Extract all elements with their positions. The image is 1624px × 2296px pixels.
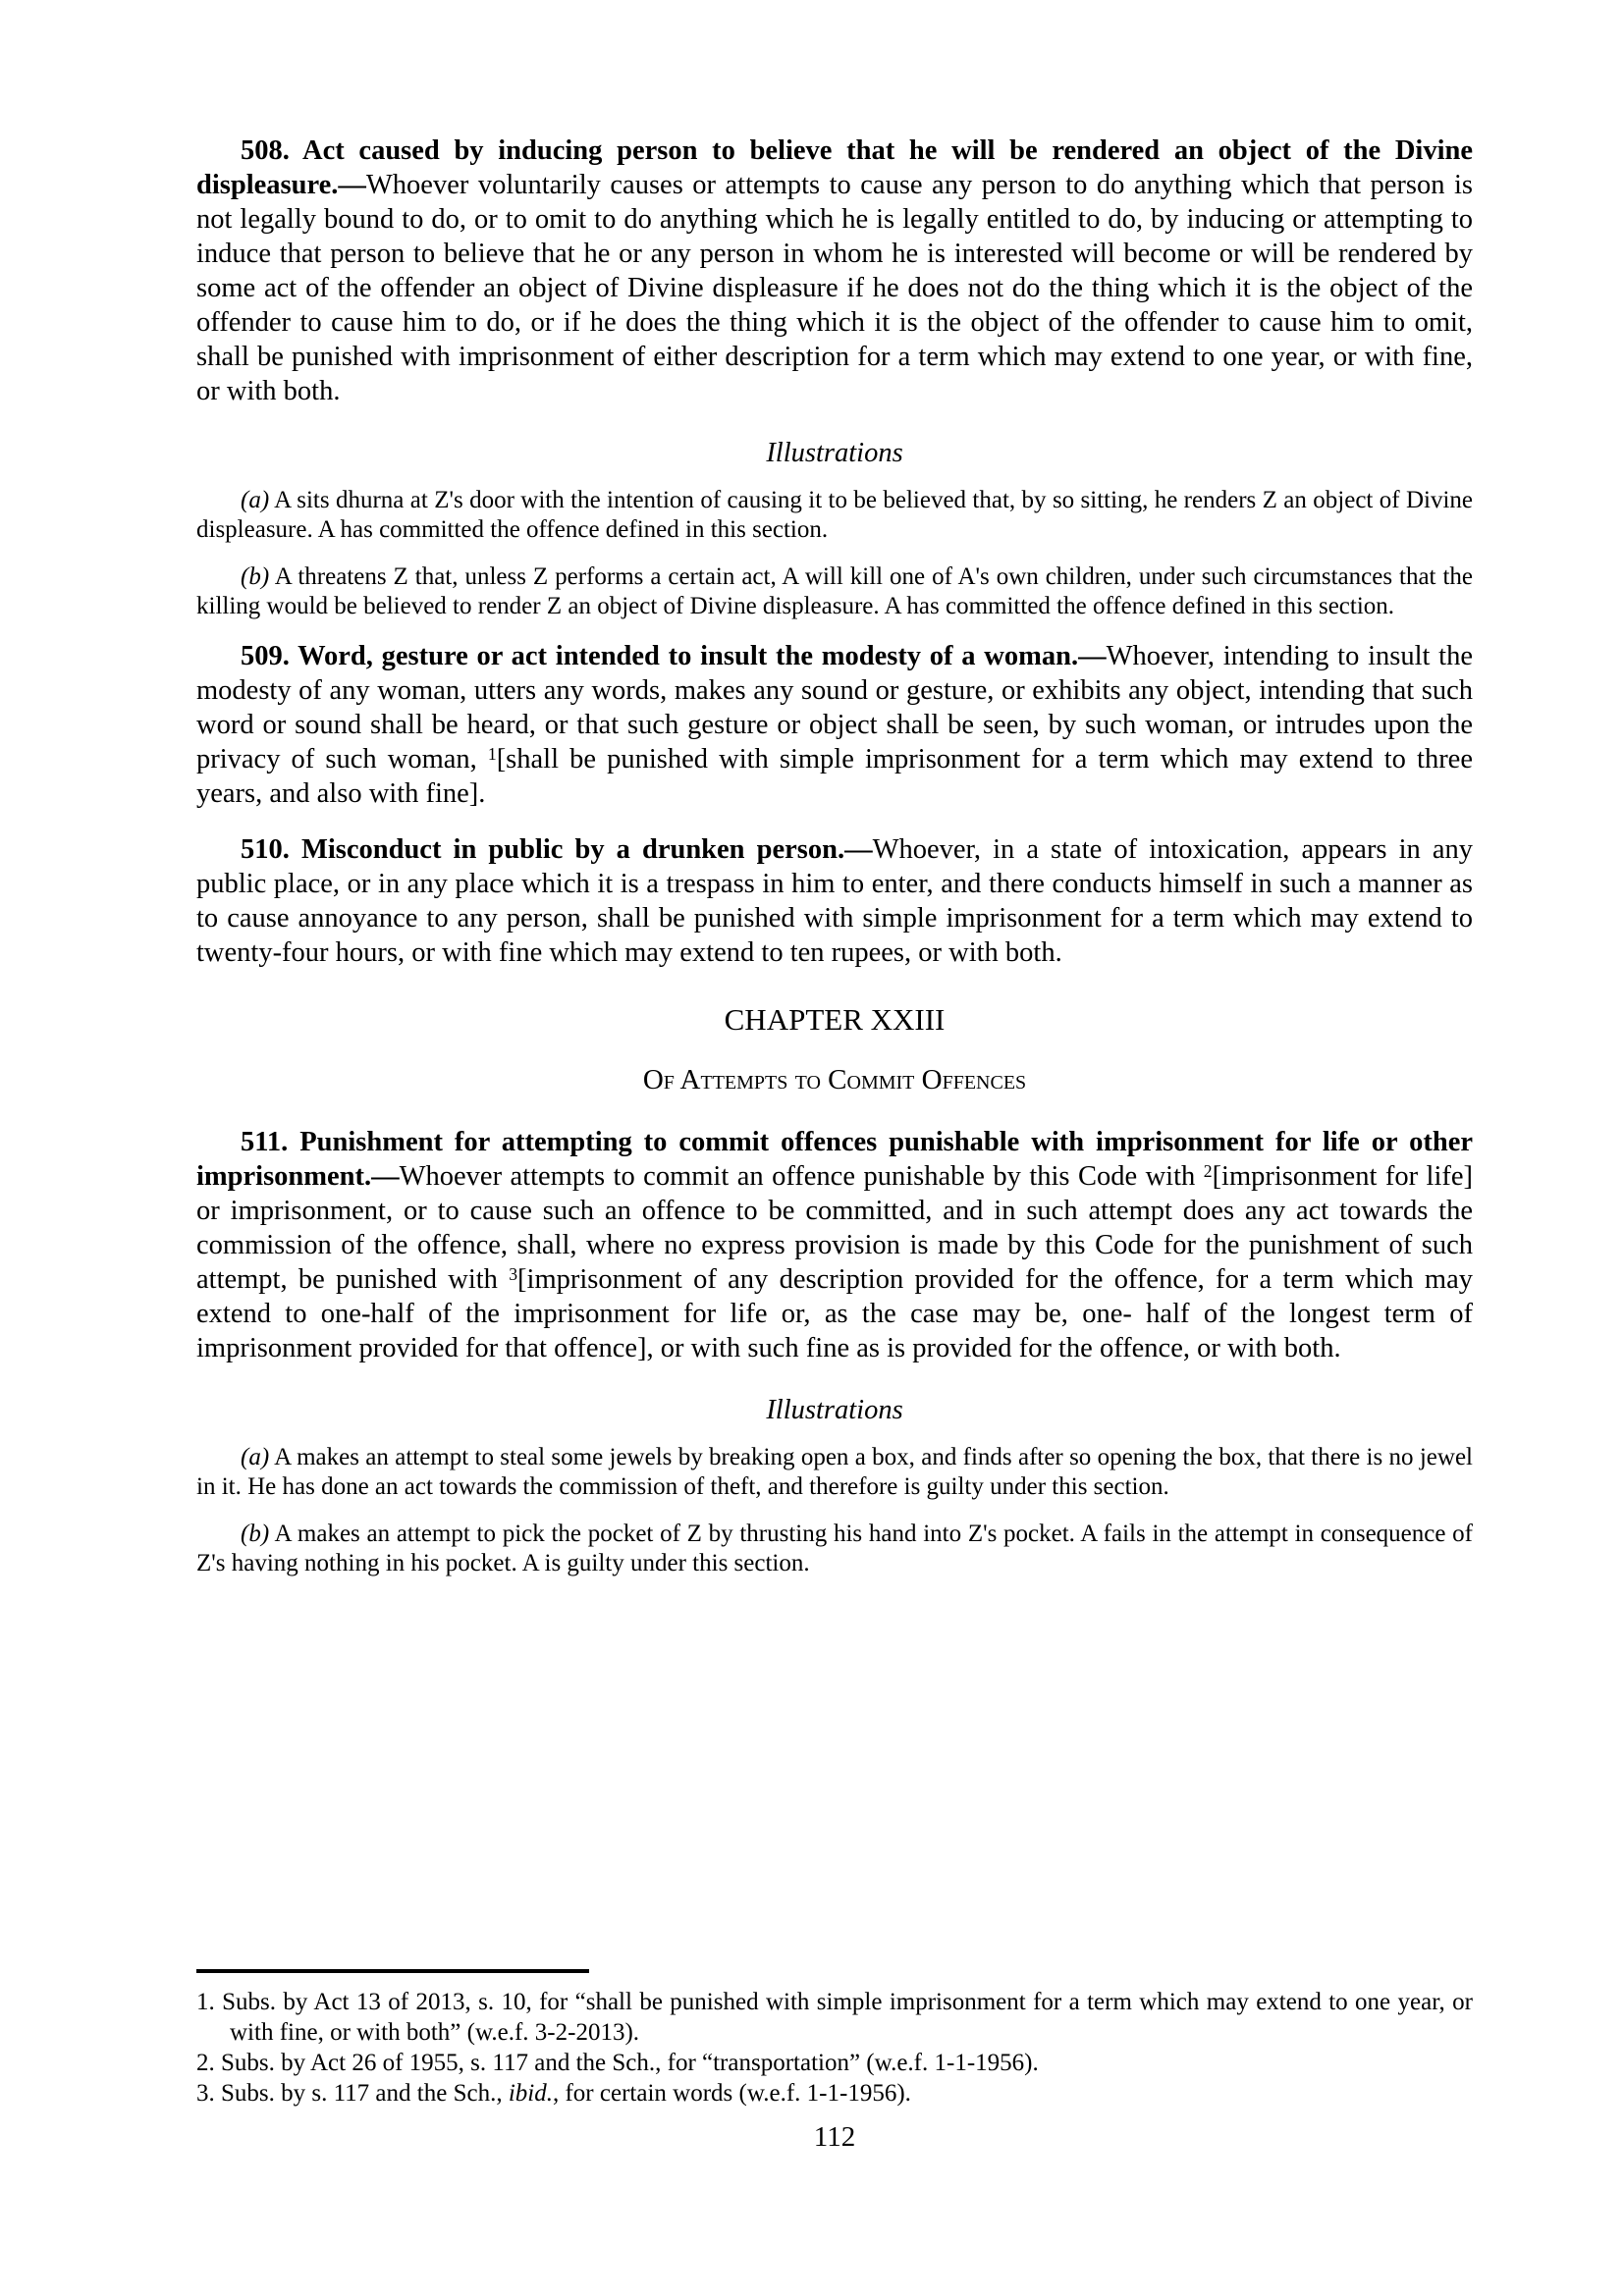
illustrations-heading-508: Illustrations bbox=[766, 438, 903, 468]
footnote-text: Subs. by Act 13 of 2013, s. 10, for “shall be punished with simple imprisonment for a term which may extend to one year, or with fine, or with both” (w.e.f. 3-2-2013). bbox=[222, 1989, 1473, 2046]
footnote-divider bbox=[196, 1969, 589, 1973]
page-content bbox=[196, 133, 1473, 1596]
section-511-body: Whoever attempts to commit an offence punishable by this Code with bbox=[399, 1161, 1204, 1192]
footnote-ref-1: 1 bbox=[487, 744, 497, 765]
section-510-body: Whoever, in a state of intoxication, appears in any public place, or in any place which it is a trespass in him to enter, and there conducts himself in such a manner as to cause annoyance to any person, shall be punished with simple imprisonment for a term which may extend to twenty-four hours, or with fine which may extend to ten rupees, or with both. bbox=[196, 834, 1473, 968]
chapter-heading: CHAPTER XXIII bbox=[724, 1002, 946, 1037]
illustration-text: A makes an attempt to pick the pocket of Z by thrusting his hand into Z's pocket. A fails in the attempt in consequence of Z's having nothing in his pocket. A is guilty under this section. bbox=[196, 1521, 1474, 1576]
section-511-paragraph bbox=[196, 1125, 1473, 1365]
illustration-label: (a) bbox=[241, 487, 270, 513]
section-511-body-end: [imprisonment of any description provided for the offence, for a term which may extend to one-half of the imprisonment for life or, as the case may be, one- half of the longest term of imprisonment provided for that offence], or with such fine as is provided for the offence, or with both. bbox=[196, 1264, 1473, 1363]
illustration-511-b bbox=[196, 1520, 1473, 1578]
footnote-1 bbox=[196, 1987, 1473, 2048]
illustration-text: A threatens Z that, unless Z performs a certain act, A will kill one of A's own children, under such circumstances that the killing would be believed to render Z an object of Divine displeasure. A has committed the offence defined in this section. bbox=[196, 563, 1473, 619]
section-509-body-cont: [shall be punished with simple imprisonment for a term which may extend to three years, and also with fine]. bbox=[196, 744, 1473, 809]
illustration-508-a bbox=[196, 486, 1473, 545]
section-511-dash: .— bbox=[364, 1161, 400, 1192]
section-508-heading: 508. Act caused by inducing person to believe that he will be rendered an object of the Divine displeasure bbox=[196, 135, 1473, 200]
section-509-paragraph bbox=[196, 639, 1473, 811]
section-508-dash: .— bbox=[331, 170, 366, 200]
footnote-text: Subs. by Act 26 of 1955, s. 117 and the Sch., for “transportation” (w.e.f. 1-1-1956). bbox=[221, 2050, 1039, 2076]
illustrations-heading-511: Illustrations bbox=[766, 1395, 903, 1425]
illustration-label: (b) bbox=[241, 563, 270, 590]
footnotes-block bbox=[196, 1987, 1473, 2109]
section-511-body-cont: [imprisonment for life] or imprisonment, or to cause such an offence to be committed, and in such attempt does any act towards the commission of the offence, shall, where no express provision is made by this Code for the punishment of such attempt, be punished with bbox=[196, 1161, 1473, 1295]
section-508-body: Whoever voluntarily causes or attempts to cause any person to do anything which that person is not legally bound to do, or to omit to do anything which he is legally entitled to do, by inducing or attempting to induce that person to believe that he or any person in whom he is interested will become or will be rendered by some act of the offender an object of Divine displeasure if he does not do the thing which it is the object of the offender to cause him to do, or if he does the thing which it is the object of the offender to cause him to omit, shall be punished with imprisonment of either description for a term which may extend to one year, or with fine, or with both. bbox=[196, 170, 1473, 406]
section-510-heading: 510. Misconduct in public by a drunken person bbox=[241, 834, 838, 865]
page-number: 112 bbox=[813, 2121, 856, 2153]
section-508-paragraph bbox=[196, 133, 1473, 408]
footnote-number: 3. bbox=[196, 2080, 215, 2107]
section-511-heading: 511. Punishment for attempting to commit offences punishable with imprisonment for life or other imprisonment bbox=[196, 1127, 1473, 1192]
illustration-511-a bbox=[196, 1443, 1473, 1502]
section-509-dash: .— bbox=[1070, 641, 1107, 671]
illustration-label: (a) bbox=[241, 1444, 270, 1470]
illustration-label: (b) bbox=[241, 1521, 270, 1547]
section-510-paragraph bbox=[196, 832, 1473, 970]
footnote-ref-2: 2 bbox=[1203, 1161, 1213, 1182]
footnote-3 bbox=[196, 2078, 1473, 2109]
section-510-dash: .— bbox=[837, 834, 873, 865]
footnote-text-italic: ibid. bbox=[508, 2080, 553, 2107]
footnote-text-end: , for certain words (w.e.f. 1-1-1956). bbox=[552, 2080, 911, 2107]
footnote-text: Subs. by s. 117 and the Sch., bbox=[221, 2080, 509, 2107]
footnote-number: 1. bbox=[196, 1989, 215, 2015]
footnote-ref-3: 3 bbox=[509, 1264, 518, 1285]
section-509-heading: 509. Word, gesture or act intended to insult the modesty of a woman bbox=[241, 641, 1071, 671]
footnote-2 bbox=[196, 2048, 1473, 2078]
section-509-body: Whoever, intending to insult the modesty of any woman, utters any words, makes any sound or gesture, or exhibits any object, intending that such word or sound shall be heard, or that such gesture or object shall be seen, by such woman, or intrudes upon the privacy of such woman, bbox=[196, 641, 1473, 774]
illustration-text: A sits dhurna at Z's door with the intention of causing it to be believed that, by so sitting, he renders Z an object of Divine displeasure. A has committed the offence defined in this section. bbox=[196, 487, 1473, 543]
chapter-subtitle: Of Attempts to Commit Offences bbox=[642, 1064, 1027, 1095]
footnote-number: 2. bbox=[196, 2050, 215, 2076]
illustration-text: A makes an attempt to steal some jewels by breaking open a box, and finds after so opening the box, that there is no jewel in it. He has done an act towards the commission of theft, and therefore is guilty under this section. bbox=[196, 1444, 1473, 1500]
illustration-508-b bbox=[196, 562, 1473, 621]
